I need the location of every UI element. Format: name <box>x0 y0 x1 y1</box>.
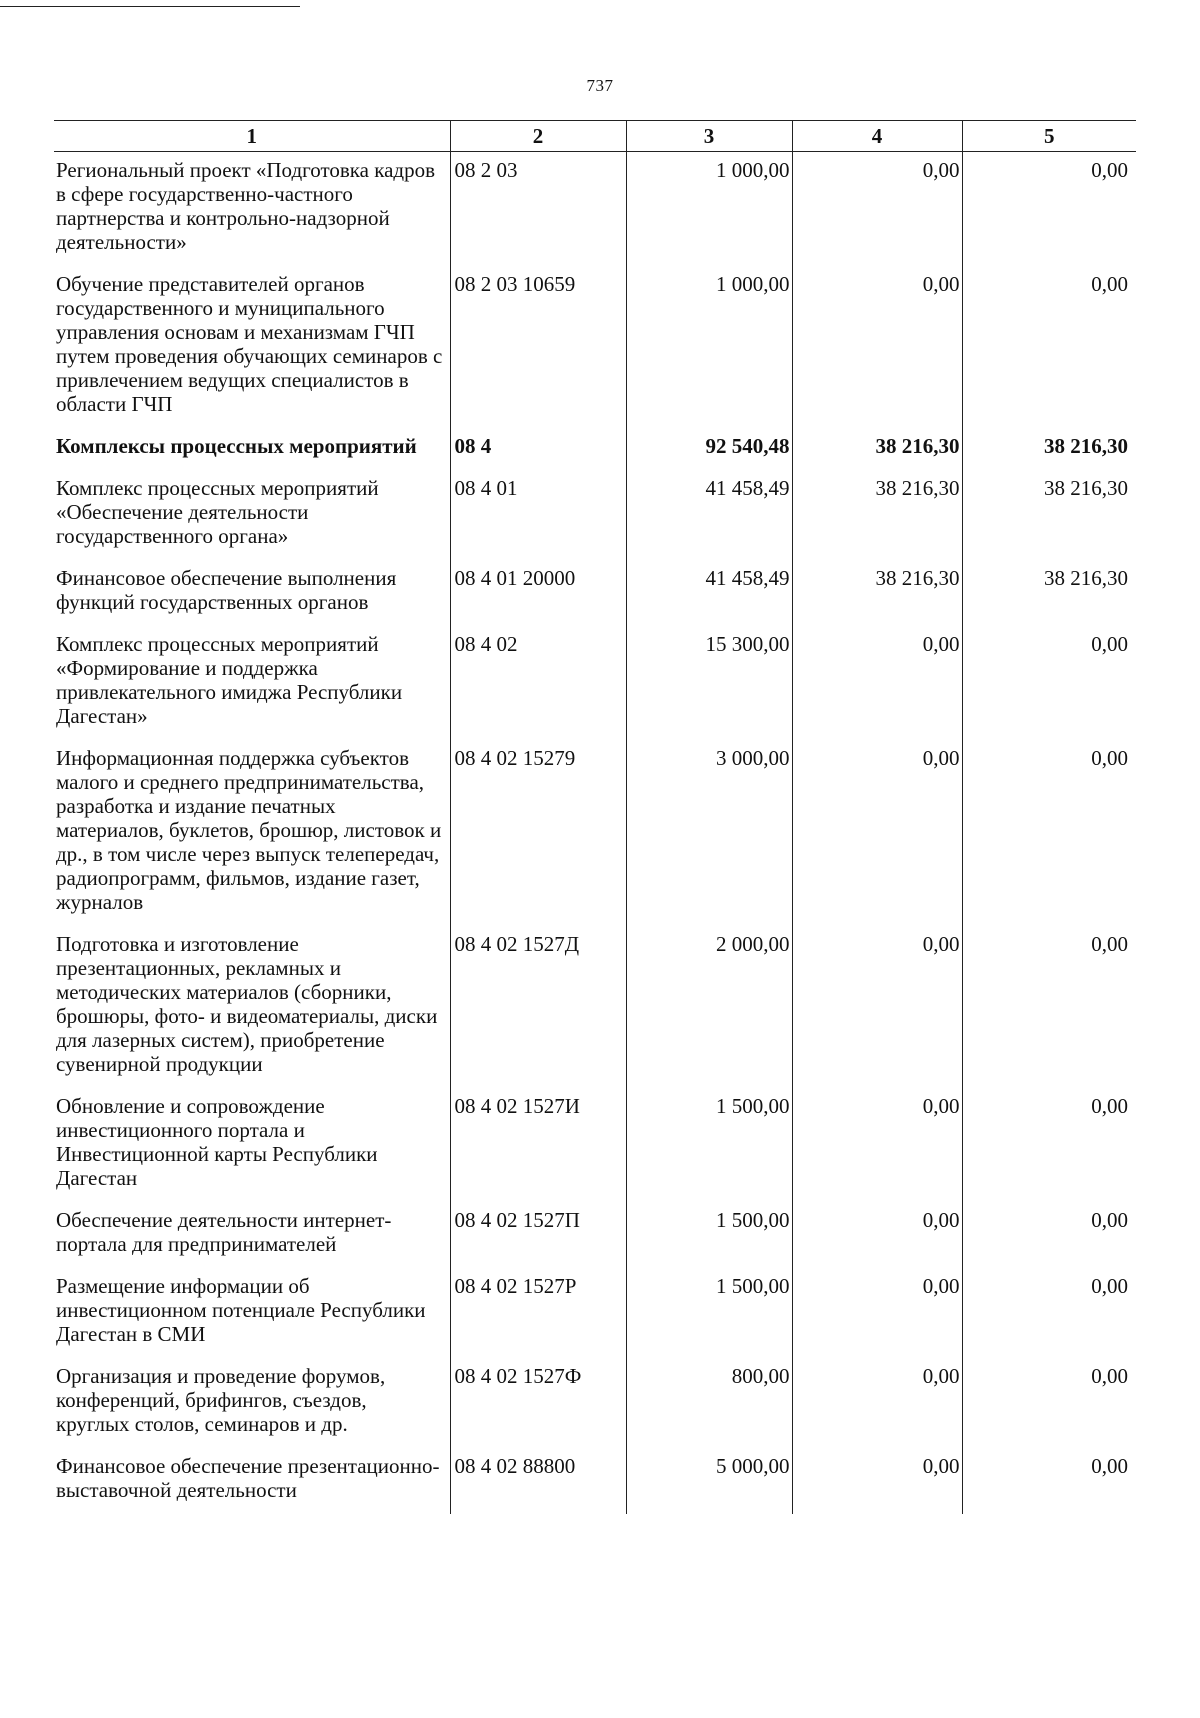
table-row <box>54 1202 1136 1268</box>
row-value-col3 <box>626 1088 792 1202</box>
row-value-col3-text: 1 000,00 <box>716 272 790 296</box>
row-code <box>450 1448 626 1514</box>
row-value-col5 <box>962 740 1136 926</box>
row-name <box>54 266 450 428</box>
row-value-col5 <box>962 1088 1136 1202</box>
row-code <box>450 740 626 926</box>
table-row <box>54 152 1136 267</box>
row-name <box>54 1088 450 1202</box>
row-spacer <box>56 1346 444 1358</box>
row-name <box>54 470 450 560</box>
row-name <box>54 1202 450 1268</box>
header-row <box>54 121 1136 152</box>
row-value-col5-text: 0,00 <box>1091 1364 1128 1388</box>
row-value-col3 <box>626 740 792 926</box>
row-value-col4 <box>792 1448 962 1514</box>
row-spacer <box>56 254 444 266</box>
row-value-col4-text: 38 216,30 <box>875 566 960 590</box>
row-code-text: 08 2 03 <box>454 158 518 182</box>
row-code <box>450 470 626 560</box>
row-code <box>450 428 626 470</box>
row-value-col5-text: 38 216,30 <box>1044 476 1128 500</box>
row-code <box>450 1088 626 1202</box>
row-value-col4-text: 0,00 <box>922 1454 960 1478</box>
row-name-text: Обучение представителей органов государственного и муниципального управления основам и механизмам ГЧП путем проведения обучающих семинаров с привлечением ведущих специалистов в области ГЧП <box>56 272 443 416</box>
table-row <box>54 626 1136 740</box>
table-row <box>54 1268 1136 1358</box>
row-value-col4 <box>792 266 962 428</box>
top-rule <box>0 6 300 7</box>
row-code-text: 08 2 03 10659 <box>454 272 576 296</box>
row-code <box>450 152 626 267</box>
row-spacer <box>56 1256 444 1268</box>
row-value-col4 <box>792 152 962 267</box>
row-name <box>54 926 450 1088</box>
row-value-col4-text: 0,00 <box>922 1274 960 1298</box>
row-value-col3 <box>626 1448 792 1514</box>
table-body <box>54 152 1136 1515</box>
row-name-text: Финансовое обеспечение выполнения функций государственных органов <box>56 566 397 614</box>
row-value-col3-text: 800,00 <box>731 1364 790 1388</box>
table-row <box>54 1448 1136 1514</box>
row-value-col4-text: 0,00 <box>922 272 960 296</box>
row-code-text: 08 4 01 <box>454 476 518 500</box>
row-value-col4 <box>792 926 962 1088</box>
row-value-col3 <box>626 1358 792 1448</box>
row-value-col5 <box>962 1448 1136 1514</box>
row-value-col3-text: 2 000,00 <box>716 932 790 956</box>
row-code-text: 08 4 01 20000 <box>454 566 576 590</box>
row-value-col4 <box>792 560 962 626</box>
row-value-col5 <box>962 560 1136 626</box>
row-name-text: Обновление и сопровождение инвестиционного портала и Инвестиционной карты Республики Дагестан <box>56 1094 378 1190</box>
row-spacer <box>56 1436 444 1448</box>
row-code <box>450 626 626 740</box>
row-value-col5 <box>962 1268 1136 1358</box>
table-row <box>54 560 1136 626</box>
row-value-col5 <box>962 470 1136 560</box>
row-value-col4 <box>792 740 962 926</box>
row-spacer <box>56 614 444 626</box>
row-code-text: 08 4 02 1527П <box>454 1208 580 1232</box>
row-name-text: Обеспечение деятельности интернет-портала для предпринимателей <box>56 1208 392 1256</box>
row-name-text: Региональный проект «Подготовка кадров в сфере государственно-частного партнерства и контрольно-надзорной деятельности» <box>56 158 436 254</box>
row-spacer <box>56 548 444 560</box>
row-value-col5 <box>962 152 1136 267</box>
row-spacer <box>56 728 444 740</box>
row-value-col5-text: 0,00 <box>1091 1454 1128 1478</box>
row-spacer <box>56 1190 444 1202</box>
row-code <box>450 266 626 428</box>
row-value-col5-text: 0,00 <box>1091 1094 1128 1118</box>
row-value-col3-text: 92 540,48 <box>705 434 790 458</box>
row-value-col4 <box>792 1088 962 1202</box>
row-value-col5 <box>962 626 1136 740</box>
row-code-text: 08 4 02 15279 <box>454 746 576 770</box>
row-value-col4 <box>792 1268 962 1358</box>
row-name <box>54 560 450 626</box>
row-value-col5-text: 38 216,30 <box>1044 566 1128 590</box>
row-value-col4 <box>792 470 962 560</box>
row-value-col5 <box>962 266 1136 428</box>
row-value-col3-text: 41 458,49 <box>705 566 790 590</box>
row-code-text: 08 4 02 <box>454 632 518 656</box>
table-row <box>54 428 1136 470</box>
row-value-col4 <box>792 1358 962 1448</box>
table-row <box>54 1088 1136 1202</box>
row-code-text: 08 4 02 1527Р <box>454 1274 577 1298</box>
row-code <box>450 1358 626 1448</box>
row-name-text: Комплексы процессных мероприятий <box>56 434 417 458</box>
row-value-col3-text: 41 458,49 <box>705 476 790 500</box>
row-code-text: 08 4 02 88800 <box>454 1454 576 1478</box>
row-name-text: Комплекс процессных мероприятий «Обеспечение деятельности государственного органа» <box>56 476 379 548</box>
row-value-col5-text: 0,00 <box>1091 632 1128 656</box>
row-name-text: Финансовое обеспечение презентационно-выставочной деятельности <box>56 1454 440 1502</box>
header-col-1: 1 <box>54 121 450 152</box>
row-value-col3 <box>626 1268 792 1358</box>
table-row <box>54 740 1136 926</box>
row-code <box>450 1268 626 1358</box>
row-code-text: 08 4 <box>454 434 492 458</box>
row-name <box>54 1268 450 1358</box>
row-spacer <box>56 914 444 926</box>
row-value-col3-text: 15 300,00 <box>705 632 790 656</box>
row-name-text: Комплекс процессных мероприятий «Формирование и поддержка привлекательного имиджа Республики Дагестан» <box>56 632 403 728</box>
row-value-col5-text: 38 216,30 <box>1044 434 1128 458</box>
budget-table <box>54 120 1136 1514</box>
row-value-col4-text: 38 216,30 <box>875 434 960 458</box>
row-value-col5-text: 0,00 <box>1091 1208 1128 1232</box>
table-row <box>54 266 1136 428</box>
row-name <box>54 740 450 926</box>
row-value-col3 <box>626 428 792 470</box>
row-value-col3-text: 5 000,00 <box>716 1454 790 1478</box>
header-col-4: 4 <box>792 121 962 152</box>
row-code <box>450 926 626 1088</box>
row-value-col5 <box>962 926 1136 1088</box>
row-value-col4-text: 0,00 <box>922 1364 960 1388</box>
row-value-col3 <box>626 560 792 626</box>
row-value-col4 <box>792 428 962 470</box>
row-value-col4-text: 0,00 <box>922 746 960 770</box>
row-value-col3-text: 1 000,00 <box>716 158 790 182</box>
row-name <box>54 626 450 740</box>
row-spacer <box>56 416 444 428</box>
page-number: 737 <box>586 76 614 95</box>
row-value-col4-text: 0,00 <box>922 1208 960 1232</box>
row-name-text: Организация и проведение форумов, конференций, брифингов, съездов, круглых столов, семинаров и др. <box>56 1364 386 1436</box>
budget-table-wrapper <box>54 120 1136 1514</box>
row-value-col4-text: 38 216,30 <box>875 476 960 500</box>
table-row <box>54 470 1136 560</box>
row-code <box>450 1202 626 1268</box>
row-value-col3 <box>626 626 792 740</box>
row-value-col3-text: 1 500,00 <box>716 1274 790 1298</box>
table-row <box>54 1358 1136 1448</box>
row-value-col5-text: 0,00 <box>1091 1274 1128 1298</box>
row-value-col5 <box>962 1202 1136 1268</box>
row-value-col3 <box>626 266 792 428</box>
row-value-col5-text: 0,00 <box>1091 272 1128 296</box>
row-spacer <box>56 1076 444 1088</box>
row-value-col3-text: 1 500,00 <box>716 1208 790 1232</box>
row-name-text: Размещение информации об инвестиционном потенциале Республики Дагестан в СМИ <box>56 1274 426 1346</box>
row-code-text: 08 4 02 1527Ф <box>454 1364 582 1388</box>
row-value-col4-text: 0,00 <box>922 632 960 656</box>
table-row <box>54 926 1136 1088</box>
row-name-text: Информационная поддержка субъектов малого и среднего предпринимательства, разработка и издание печатных материалов, буклетов, брошюр, листовок и др., в том числе через выпуск телепередач, радиопрограмм, фильмов, издание газет, журналов <box>56 746 442 914</box>
table-header <box>54 121 1136 152</box>
row-value-col4 <box>792 1202 962 1268</box>
row-value-col4-text: 0,00 <box>922 158 960 182</box>
row-value-col5-text: 0,00 <box>1091 746 1128 770</box>
row-name <box>54 152 450 267</box>
row-value-col4-text: 0,00 <box>922 1094 960 1118</box>
row-value-col5-text: 0,00 <box>1091 932 1128 956</box>
header-col-3: 3 <box>626 121 792 152</box>
row-value-col3 <box>626 926 792 1088</box>
row-value-col5-text: 0,00 <box>1091 158 1128 182</box>
row-spacer <box>56 458 444 470</box>
row-name-text: Подготовка и изготовление презентационных, рекламных и методических материалов (сборники, брошюры, фото- и видеоматериалы, диски для лазерных систем), приобретение сувенирной продукции <box>56 932 438 1076</box>
row-value-col3-text: 1 500,00 <box>716 1094 790 1118</box>
row-value-col3 <box>626 152 792 267</box>
header-col-2: 2 <box>450 121 626 152</box>
row-code <box>450 560 626 626</box>
row-value-col3-text: 3 000,00 <box>716 746 790 770</box>
row-value-col3 <box>626 470 792 560</box>
row-code-text: 08 4 02 1527Д <box>454 932 580 956</box>
row-name <box>54 1448 450 1514</box>
row-value-col5 <box>962 1358 1136 1448</box>
header-col-5: 5 <box>962 121 1136 152</box>
row-name <box>54 1358 450 1448</box>
row-name <box>54 428 450 470</box>
row-value-col3 <box>626 1202 792 1268</box>
row-value-col5 <box>962 428 1136 470</box>
row-value-col4 <box>792 626 962 740</box>
row-spacer <box>56 1502 444 1514</box>
row-code-text: 08 4 02 1527И <box>454 1094 580 1118</box>
row-value-col4-text: 0,00 <box>922 932 960 956</box>
